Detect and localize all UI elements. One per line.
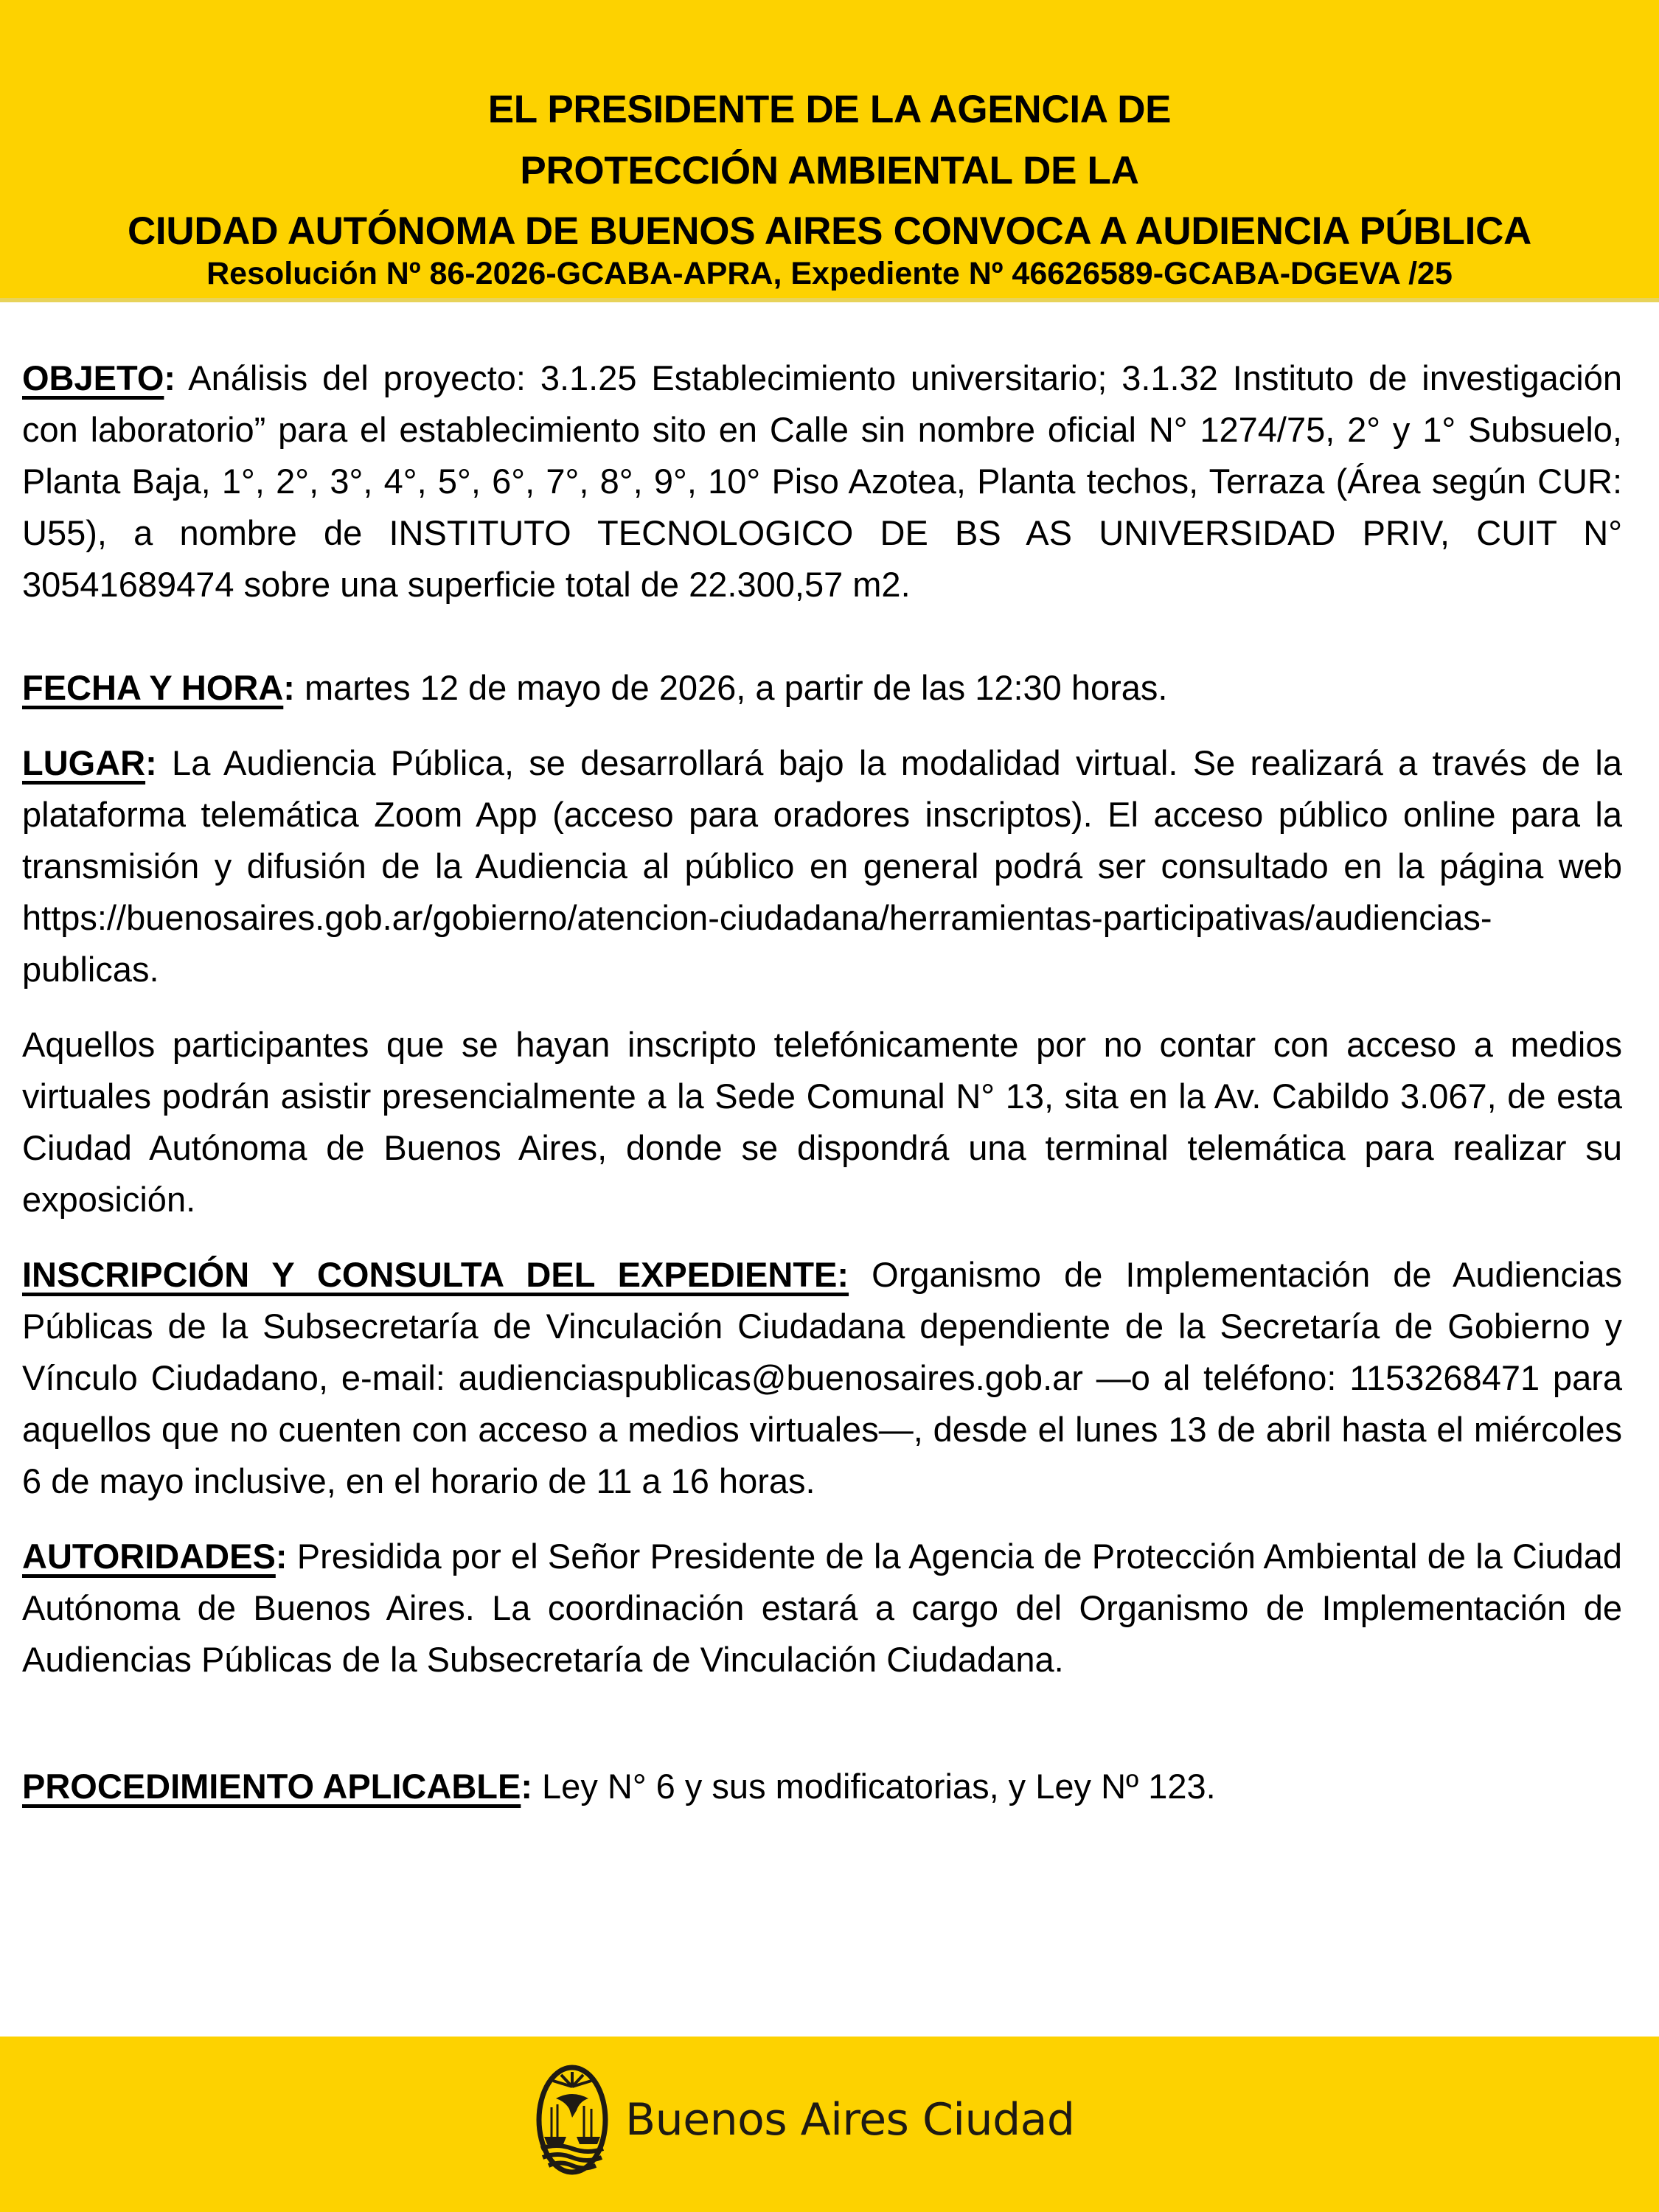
section-text: martes 12 de mayo de 2026, a partir de las 12:30 horas. xyxy=(294,668,1168,707)
section-label xyxy=(22,1767,532,1806)
section-label xyxy=(22,358,175,397)
section-text: Organismo de Implementación de Audiencias Públicas de la Subsecretaría de Vinculación Ciudadana dependiente de la Secretaría de Gobierno y Vínculo Ciudadano, e-mail: audienciaspublicas@buenosaires.gob.ar —o al teléfono: 1153268471 para aquellos que no cuenten con acceso a medios virtuales—, desde el lunes 13 de abril hasta el miércoles 6 de mayo inclusive, en el horario de 11 a 16 horas. xyxy=(22,1255,1622,1500)
section-label xyxy=(22,1255,849,1294)
section-procedimiento xyxy=(22,1761,1622,1812)
label-colon: : xyxy=(521,1767,532,1806)
section-lugar xyxy=(22,737,1622,995)
section-text: Análisis del proyecto: 3.1.25 Establecimiento universitario; 3.1.32 Instituto de investigación con laboratorio” para el establecimiento sito en Calle sin nombre oficial N° 1274/75, 2° y 1° Subsuelo, Planta Baja, 1°, 2°, 3°, 4°, 5°, 6°, 7°, 8°, 9°, 10° Piso Azotea, Planta techos, Terraza (Área según CUR: U55), a nombre de INSTITUTO TECNOLOGICO DE BS AS UNIVERSIDAD PRIV, CUIT N° 30541689474 sobre una superficie total de 22.300,57 m2. xyxy=(22,358,1622,604)
label-objeto: OBJETO xyxy=(22,358,164,397)
city-coat-of-arms-icon xyxy=(535,2065,609,2175)
section-text: Presidida por el Señor Presidente de la Agencia de Protección Ambiental de la Ciudad Autónoma de Buenos Aires. La coordinación estará a cargo del Organismo de Implementación de Audiencias Públicas de la Subsecretaría de Vinculación Ciudadana. xyxy=(22,1537,1622,1679)
label-colon: : xyxy=(145,743,157,782)
section-text: Ley N° 6 y sus modificatorias, y Ley Nº 123. xyxy=(532,1767,1216,1806)
buenos-aires-ciudad-logo xyxy=(535,2061,1075,2179)
label-autoridades: AUTORIDADES xyxy=(22,1537,276,1576)
header-title-line-1: EL PRESIDENTE DE LA AGENCIA DE xyxy=(487,88,1172,131)
label-procedimiento: PROCEDIMIENTO APLICABLE xyxy=(22,1767,521,1806)
label-colon: : xyxy=(283,668,295,707)
logo-text: Buenos Aires Ciudad xyxy=(625,2094,1075,2146)
label-lugar: LUGAR xyxy=(22,743,146,782)
label-fecha-hora: FECHA Y HORA xyxy=(22,668,284,707)
header-subtitle: Resolución Nº 86-2026-GCABA-APRA, Expediente Nº 46626589-GCABA-DGEVA /25 xyxy=(206,256,1453,291)
header-title-line-2: PROTECCIÓN AMBIENTAL DE LA xyxy=(520,149,1139,192)
header-banner xyxy=(0,0,1659,302)
section-inscripcion xyxy=(22,1249,1622,1507)
section-text: La Audiencia Pública, se desarrollará bajo la modalidad virtual. Se realizará a través de la plataforma telemática Zoom App (acceso para oradores inscriptos). El acceso público online para la transmisión y difusión de la Audiencia al público en general podrá ser consultado en la página web https://buenosaires.gob.ar/gobierno/atencion-ciudadana/herramientas-participativas/audiencias-publicas. xyxy=(22,743,1622,989)
section-label xyxy=(22,1537,287,1576)
section-label xyxy=(22,668,295,707)
header-title-line-3: CIUDAD AUTÓNOMA DE BUENOS AIRES CONVOCA A AUDIENCIA PÚBLICA xyxy=(127,209,1532,253)
section-objeto xyxy=(22,352,1622,611)
section-label xyxy=(22,743,157,782)
label-colon: : xyxy=(164,358,176,397)
label-colon: : xyxy=(275,1537,288,1576)
section-fecha-hora xyxy=(22,662,1622,714)
label-inscripcion: INSCRIPCIÓN Y CONSULTA DEL EXPEDIENTE: xyxy=(22,1255,849,1294)
notice-body xyxy=(22,352,1622,1812)
section-aquellos-participantes: Aquellos participantes que se hayan inscripto telefónicamente por no contar con acceso a medios virtuales podrán asistir presencialmente a la Sede Comunal N° 13, sita en la Av. Cabildo 3.067, de esta Ciudad Autónoma de Buenos Aires, donde se dispondrá una terminal telemática para realizar su exposición. xyxy=(22,1025,1622,1219)
section-autoridades xyxy=(22,1531,1622,1686)
